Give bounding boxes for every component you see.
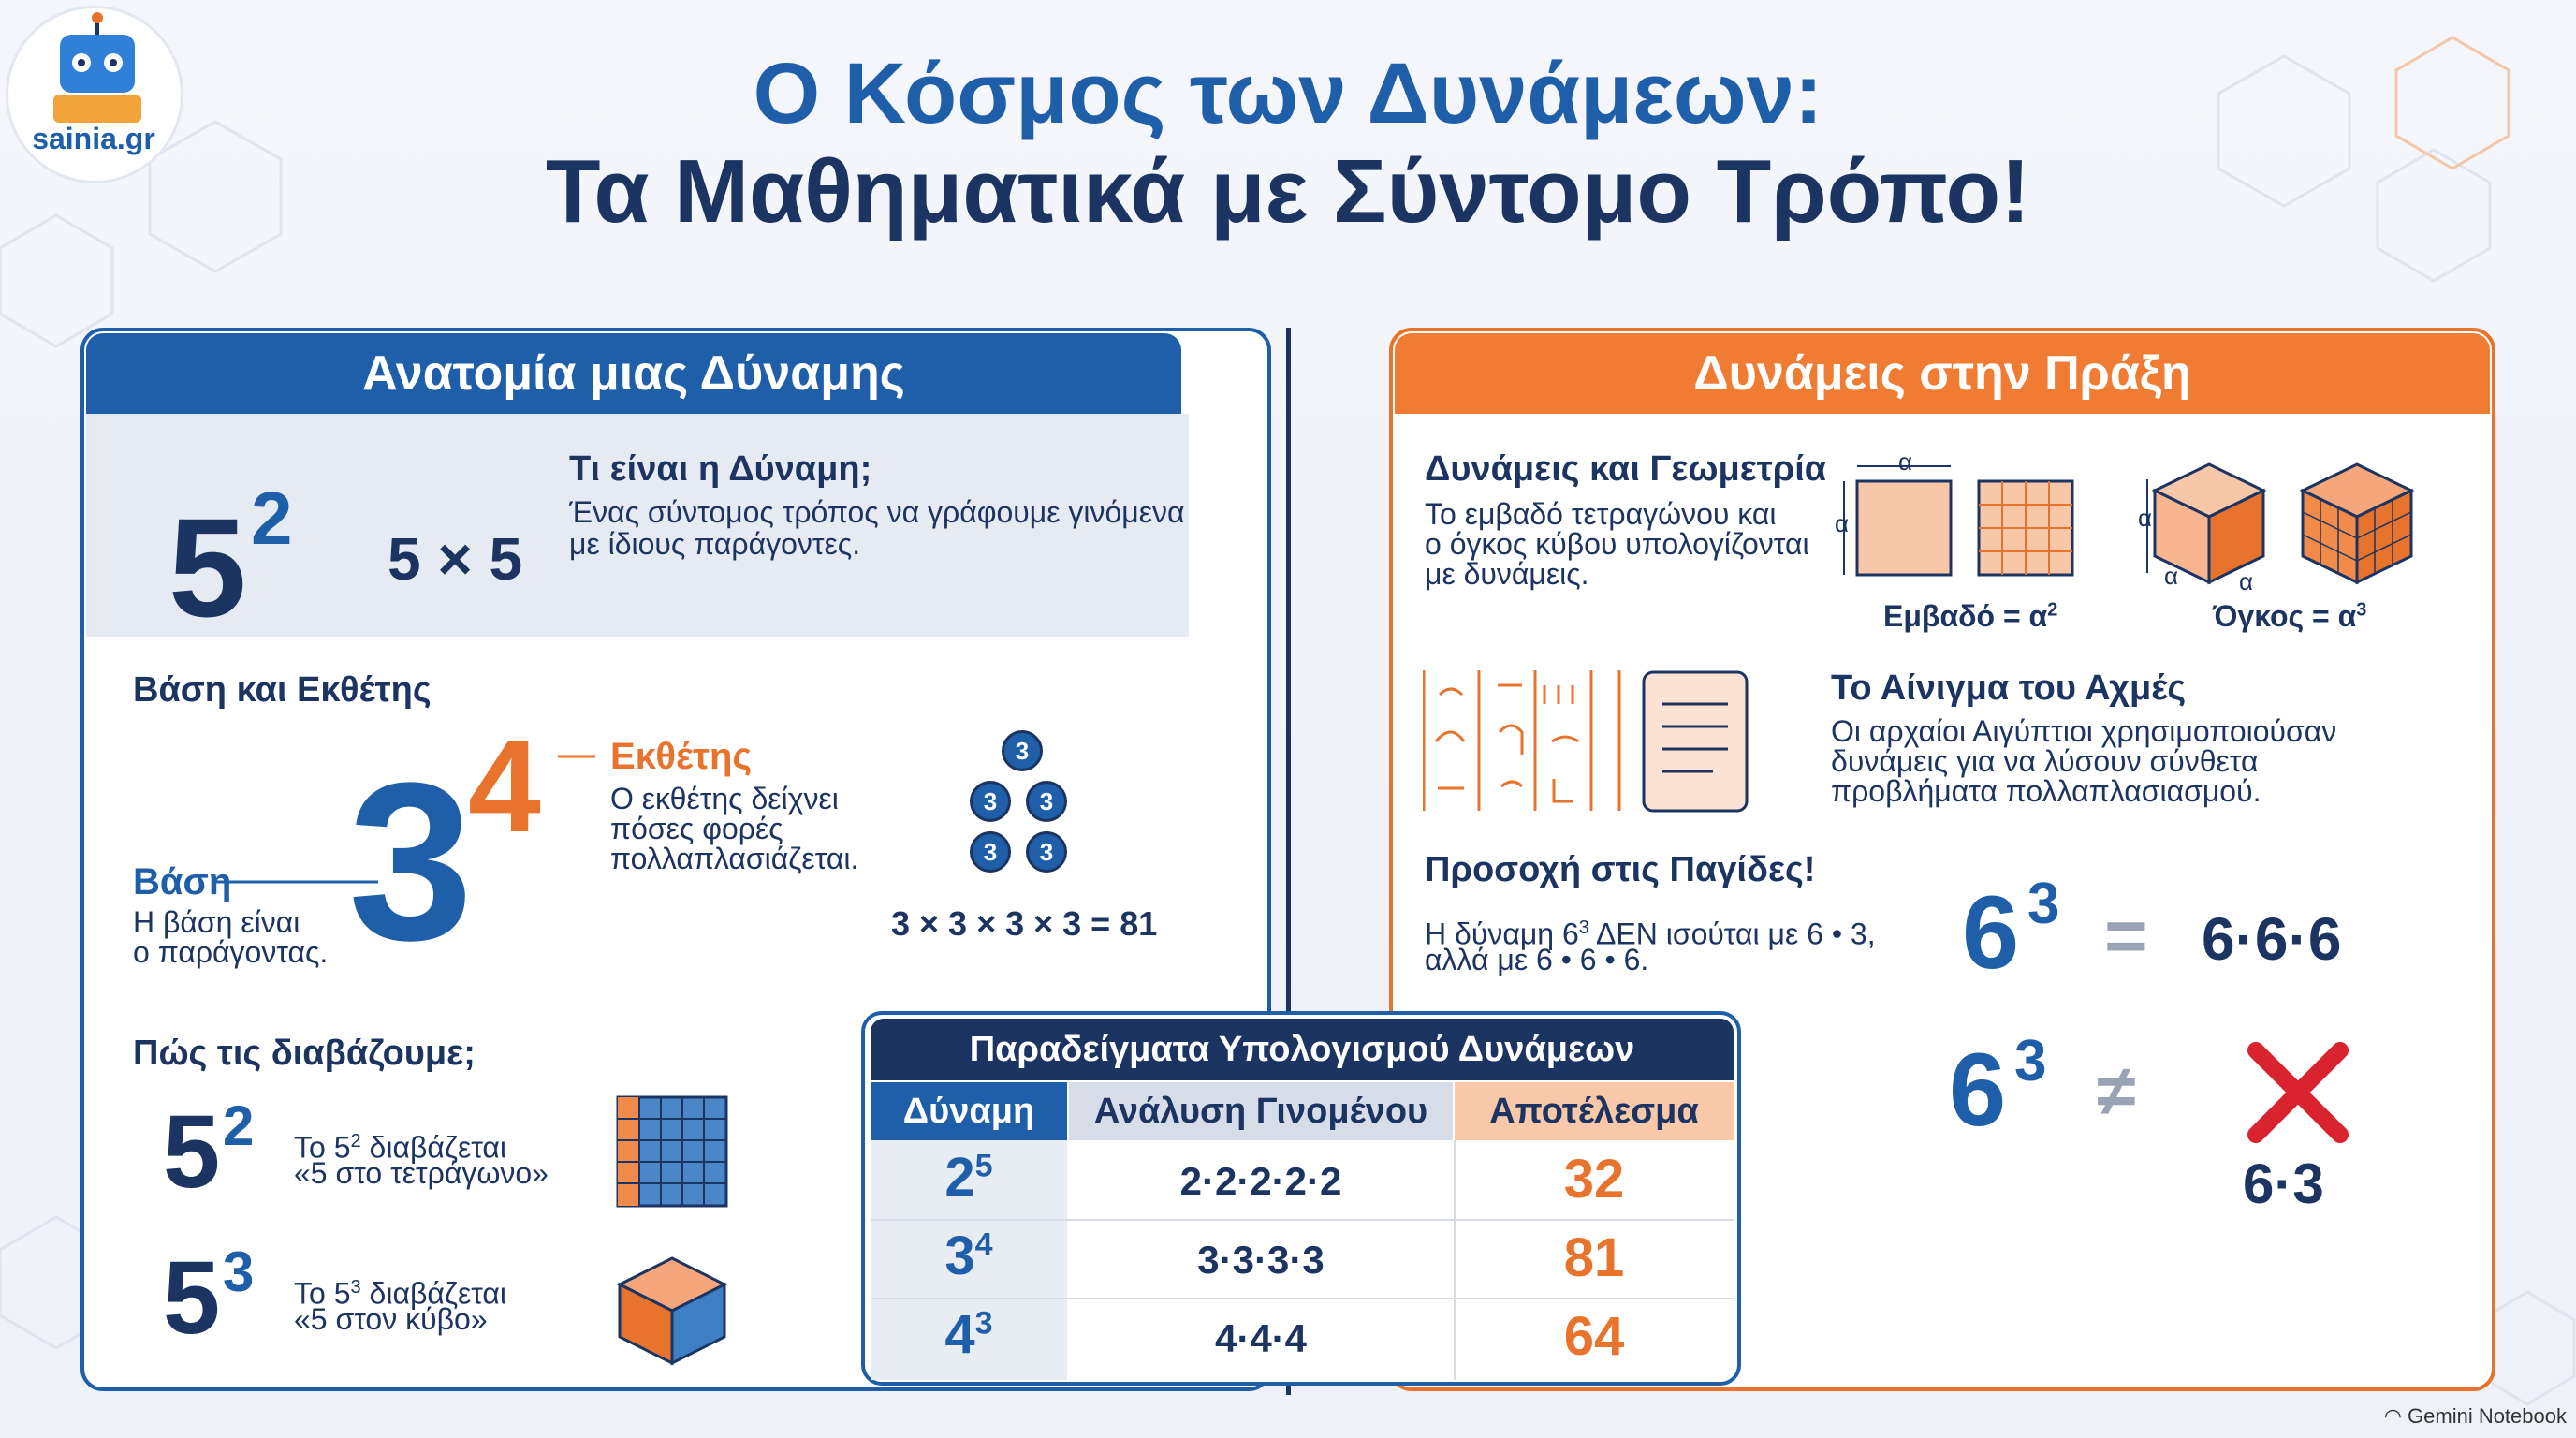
table-row-result: 32	[1563, 1149, 1625, 1210]
cube-side-left: α	[2138, 504, 2153, 532]
table-row-power: $3^4$	[944, 1225, 993, 1286]
reading-square-exp: 2	[223, 1094, 255, 1157]
anatomy-exponent: 4	[468, 712, 541, 859]
ahmes-heading: Το Αίνιγμα του Αχμές	[1831, 668, 2187, 708]
equal-sign: =	[2104, 894, 2148, 977]
page-title-line2: Τα Μαθηματικά με Σύντομο Τρόπο!	[545, 141, 2031, 242]
ahmes-text1: Οι αρχαίοι Αιγύπτιοι χρησιμοποιούσαν	[1831, 714, 2337, 748]
reading-square-quote: «5 στο τετράγωνο»	[294, 1156, 549, 1190]
factor-dot: 3	[970, 831, 1011, 873]
cube-side-depth: α	[2239, 567, 2254, 595]
square-area-icon	[1835, 449, 2078, 590]
cube-icon	[614, 1253, 730, 1369]
exponent-text3: πολλαπλασιάζεται.	[610, 842, 859, 875]
traps-text2: αλλά με 6 • 6 • 6.	[1425, 943, 1649, 976]
reading-cube-text: Το $5^3$ διαβάζεται	[294, 1276, 507, 1311]
left-panel-title: Ανατομία μιας Δύναμης	[362, 346, 905, 401]
what-is-power-text2: με ίδιους παράγοντες.	[569, 527, 861, 561]
gemini-icon: ◠	[2383, 1404, 2408, 1428]
square-grid-icon	[616, 1095, 728, 1208]
trap-correct-expansion: 6·6·6	[2202, 905, 2342, 973]
anatomy-base: 3	[348, 736, 474, 987]
factor-dot: 3	[1026, 831, 1067, 873]
left-panel-header	[86, 333, 1181, 414]
table-row-result: 81	[1563, 1227, 1625, 1288]
ahmes-text2: δυνάμεις για να λύσουν σύνθετα	[1831, 744, 2259, 778]
what-is-power-text1: Ένας σύντομος τρόπος να γράφουμε γινόμενα	[569, 495, 1185, 529]
table-row-expansion: 4·4·4	[1214, 1316, 1308, 1360]
reading-cube-base: 5	[163, 1240, 221, 1356]
geometry-heading: Δυνάμεις και Γεωμετρία	[1425, 449, 1827, 489]
what-is-power-heading: Τι είναι η Δύναμη;	[569, 449, 872, 489]
geometry-text1: Το εμβαδό τετραγώνου και	[1425, 497, 1777, 531]
traps-heading: Προσοχή στις Παγίδες!	[1425, 850, 1816, 889]
hieroglyphs-icon	[1423, 667, 1778, 816]
factor-dot: 3	[1026, 781, 1067, 822]
base-text2: ο παράγοντας.	[133, 935, 329, 969]
factor-dot: 3	[970, 781, 1011, 822]
trap-wrong-exp: 3	[2014, 1029, 2047, 1093]
reading-cube-quote: «5 στον κύβο»	[294, 1302, 488, 1336]
anatomy-equation: 3 × 3 × 3 × 3 = 81	[891, 904, 1158, 943]
row-divider	[871, 1298, 1734, 1299]
cube-side-bottom: α	[2164, 562, 2179, 590]
right-panel-title: Δυνάμεις στην Πράξη	[1693, 346, 2191, 401]
trap-wrong-expansion: 6·3	[2243, 1152, 2324, 1215]
how-to-read-heading: Πώς τις διαβάζουμε;	[133, 1034, 476, 1073]
reading-square-text: Το $5^2$ διαβάζεται	[294, 1130, 507, 1165]
page-title-line1: Ο Κόσμος των Δυνάμεων:	[753, 46, 1823, 141]
base-label: Βάση	[133, 861, 232, 902]
exponent-label: Εκθέτης	[610, 736, 753, 777]
trap-correct-base: 6	[1962, 875, 2020, 990]
trap-correct-exp: 3	[2027, 872, 2060, 936]
volume-formula: $Ό\gamma\kappa o\varsigma = \alpha^3$	[2213, 599, 2367, 633]
cube-volume-icon	[2134, 461, 2434, 601]
factor-dot: 3	[1002, 730, 1043, 771]
square-side-left: α	[1835, 509, 1850, 537]
exponent-text2: πόσες φορές	[610, 812, 783, 845]
footer-brand	[2384, 1404, 2567, 1429]
reading-square-base: 5	[163, 1094, 221, 1210]
wrong-cross-icon	[2247, 1041, 2349, 1144]
table-row-expansion: 3·3·3·3	[1197, 1238, 1325, 1282]
base-text1: Η βάση είναι	[133, 905, 300, 939]
table-row-expansion: 2·2·2·2·2	[1179, 1159, 1342, 1203]
examples-table-title: Παραδείγματα Υπολογισμού Δυνάμεων	[871, 1019, 1734, 1080]
table-row-power: $2^5$	[944, 1147, 993, 1208]
footer-text: Gemini Notebook	[2408, 1404, 2567, 1428]
intro-exponent: 2	[251, 477, 293, 560]
base-exponent-heading: Βάση και Εκθέτης	[133, 670, 432, 710]
geometry-text3: με δυνάμεις.	[1425, 557, 1589, 591]
col-expansion: Ανάλυση Γινομένου	[1069, 1082, 1453, 1140]
area-formula: $E\mu\beta\alpha\delta ό = \alpha^2$	[1883, 599, 2058, 633]
ahmes-text3: προβλήματα πολλαπλασιασμού.	[1831, 774, 2261, 808]
exponent-text1: Ο εκθέτης δείχνει	[610, 782, 839, 815]
traps-text1: Η δύναμη $6^3$ ΔΕΝ ισούται με 6 • 3,	[1425, 917, 1876, 951]
not-equal-sign: ≠	[2097, 1051, 2136, 1131]
intro-expansion: 5 × 5	[388, 525, 523, 593]
col-result: Αποτέλεσμα	[1455, 1082, 1734, 1140]
right-panel-header	[1395, 333, 2490, 414]
intro-base: 5	[168, 489, 247, 646]
col-power: Δύναμη	[871, 1082, 1067, 1140]
square-side-top: α	[1898, 448, 1913, 476]
geometry-text2: ο όγκος κύβου υπολογίζονται	[1425, 527, 1809, 561]
table-row-power: $4^3$	[944, 1304, 993, 1365]
trap-wrong-base: 6	[1949, 1033, 2007, 1148]
reading-cube-exp: 3	[223, 1240, 255, 1303]
logo-text: sainia.gr	[32, 122, 155, 155]
table-row-result: 64	[1563, 1306, 1625, 1367]
row-divider	[871, 1219, 1734, 1221]
